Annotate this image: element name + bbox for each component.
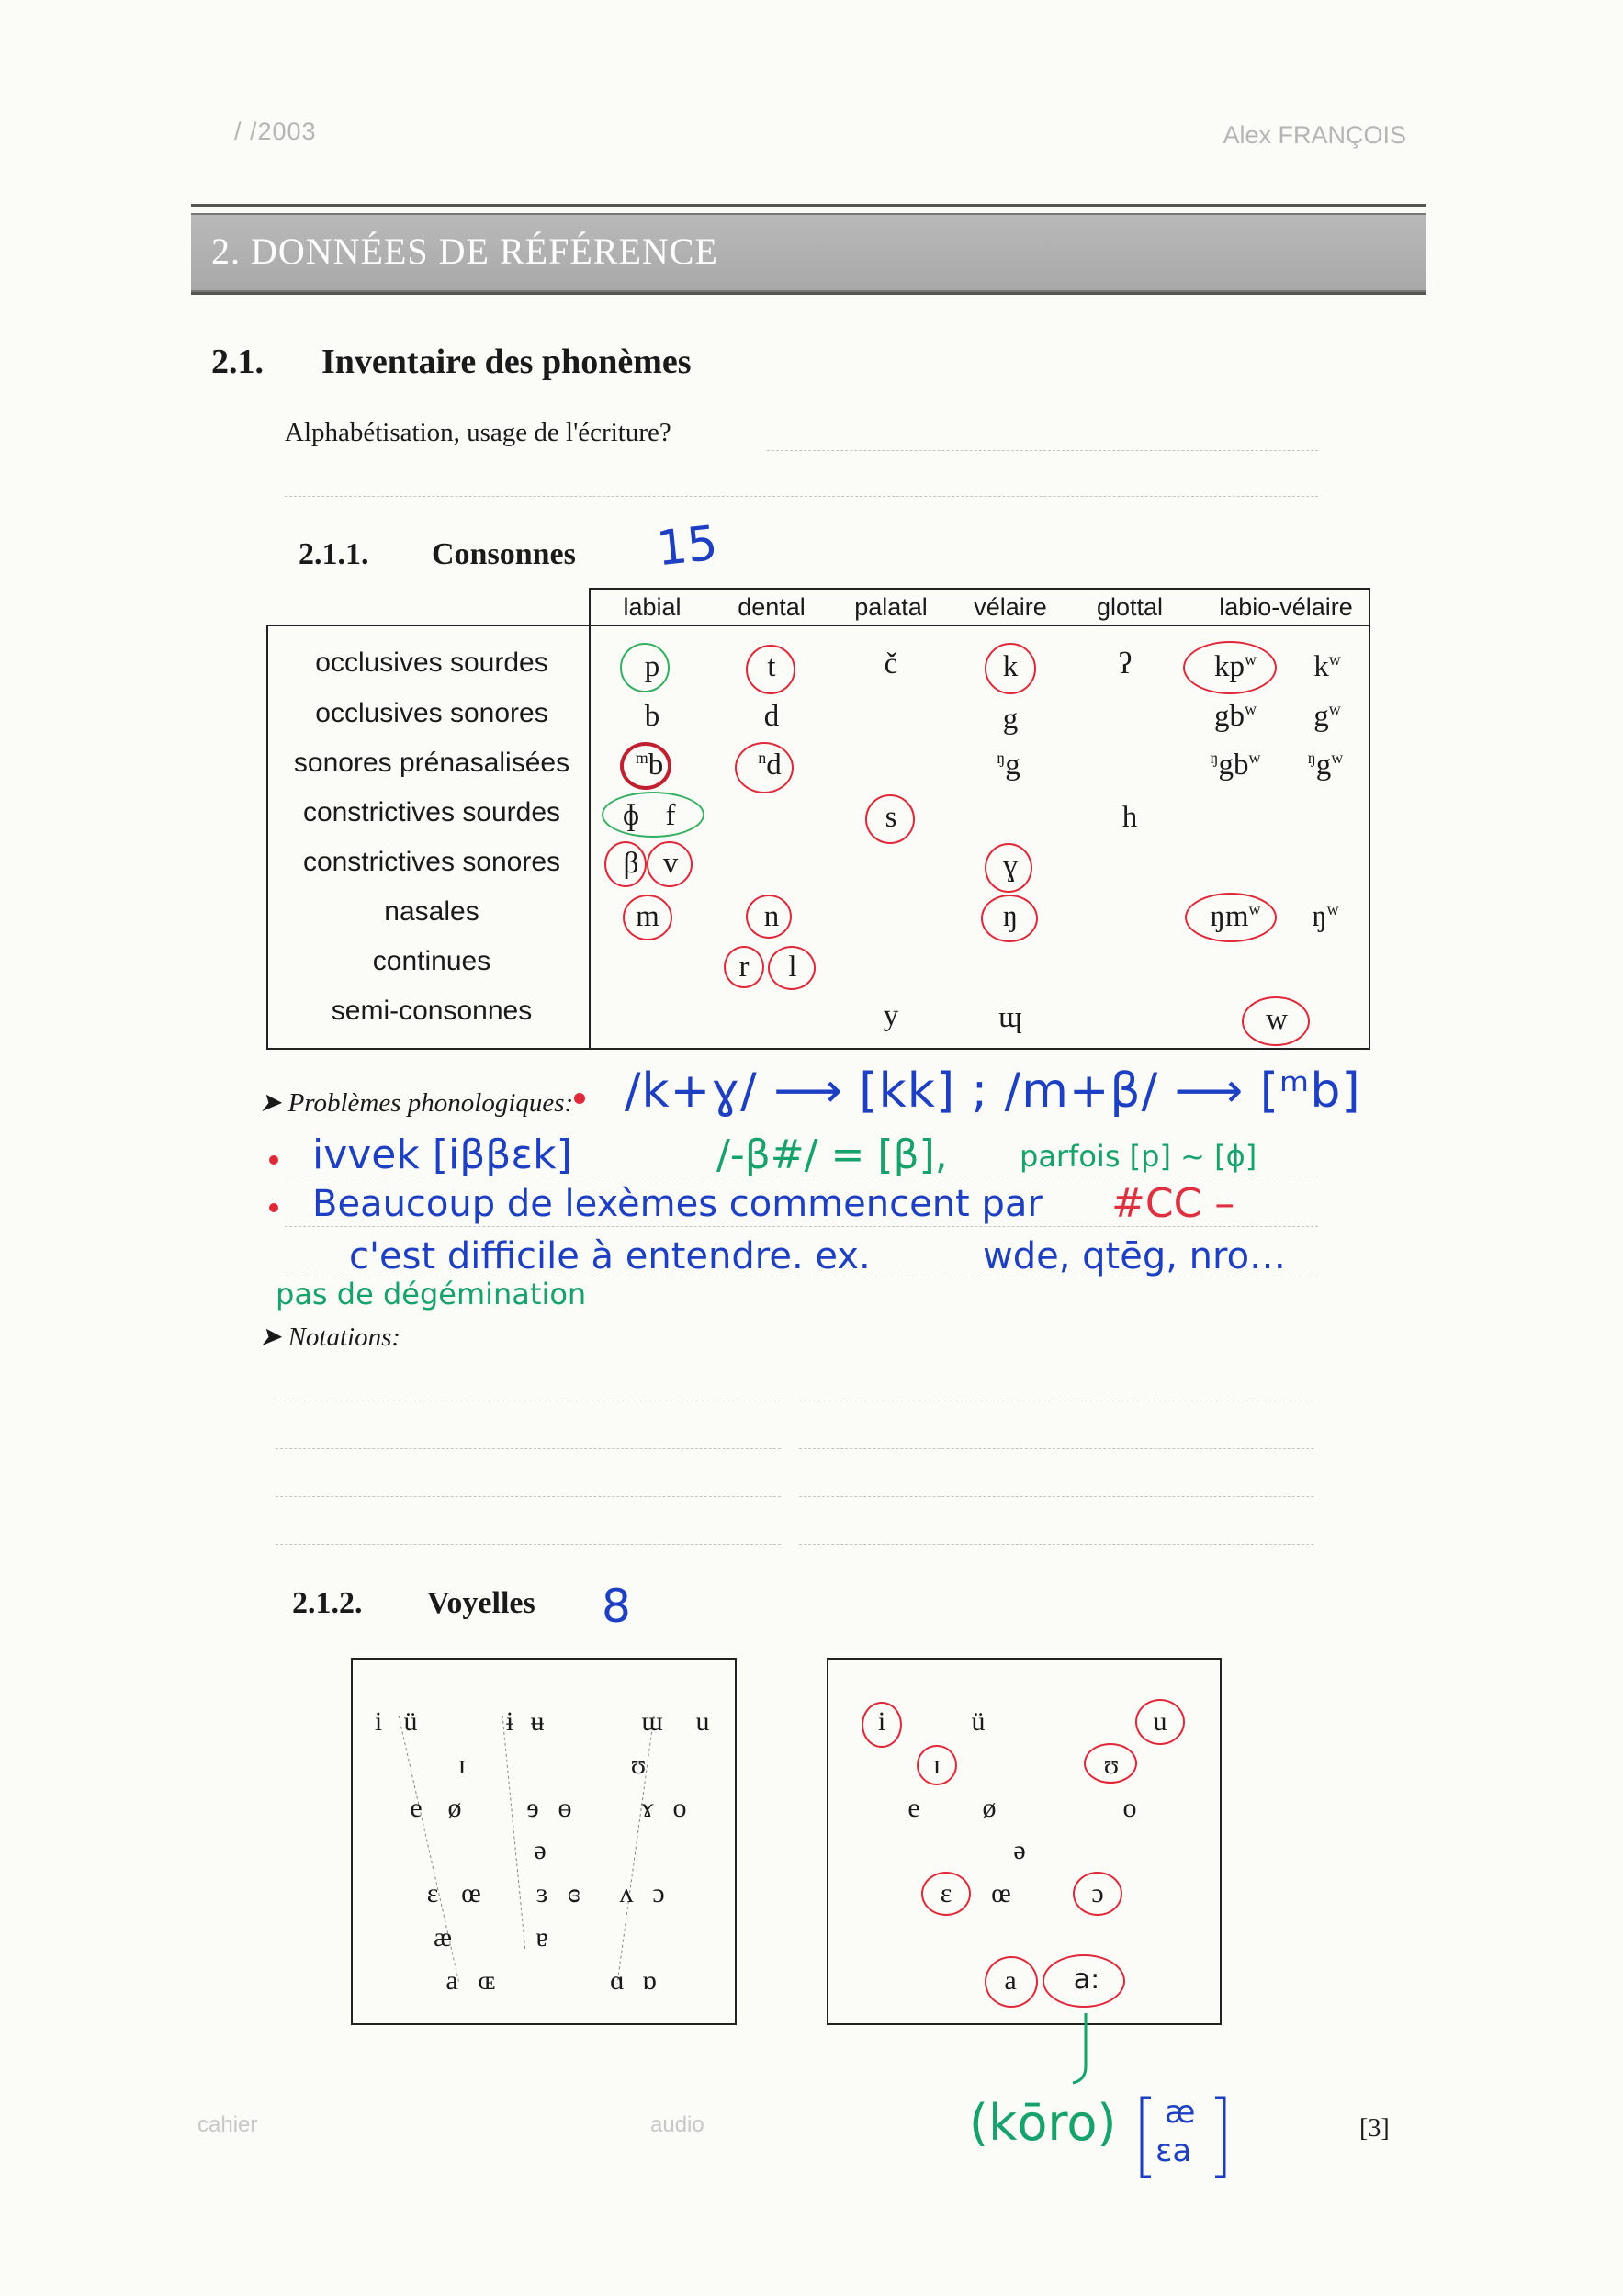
row-occlusives-sourdes: occlusives sourdes	[315, 647, 548, 678]
mark-circle	[1185, 893, 1277, 942]
phoneme-r: r	[738, 951, 750, 984]
vowel-count-note: 8	[602, 1580, 631, 1633]
vowel-turned-a: ɐ	[535, 1922, 548, 1953]
vowel-rams-horn: ɤ	[641, 1793, 654, 1823]
mark-circle	[620, 643, 670, 692]
vowel-script-a: ɑ	[610, 1965, 625, 1996]
phoneme-ng: $^ŋ$g	[997, 748, 1020, 782]
phoneme-phi: ɸ	[622, 799, 640, 832]
vowel-open-o: ɔ	[1091, 1878, 1104, 1908]
mark-circle	[746, 645, 795, 694]
problems-note-4a: c'est difficile à entendre. ex.	[349, 1235, 871, 1277]
mark-circle	[1043, 1954, 1125, 2008]
consonant-count-note: 15	[654, 515, 721, 578]
mark-circle	[985, 843, 1032, 893]
vowel-oe: œ	[991, 1878, 1011, 1908]
vowel-i: i	[877, 1706, 886, 1737]
vowel-schwa: ə	[534, 1835, 547, 1865]
phoneme-ngmw: $ŋm^w$	[1210, 900, 1261, 933]
footer-cahier: cahier	[197, 2112, 258, 2137]
col-dental: dental	[738, 593, 806, 621]
section-title: 2. DONNÉES DE RÉFÉRENCE	[211, 231, 718, 272]
vowel-schwa: ə	[1013, 1835, 1026, 1865]
vowel-upsilon: ʊ	[1103, 1750, 1120, 1780]
vowel-epsilon: ɛ	[426, 1878, 439, 1908]
row-sonores-prenasalisees: sonores prénasalisées	[293, 748, 570, 778]
vowel-unrounded-u: ɯ	[641, 1706, 663, 1737]
notation-line	[799, 1496, 1313, 1497]
row-semi-consonnes: semi-consonnes	[331, 996, 533, 1026]
phoneme-t: t	[767, 650, 776, 683]
annotation-connector	[1056, 2011, 1111, 2094]
problems-label: ➤ Problèmes phonologiques:	[259, 1088, 574, 1118]
header-date: / /2003	[234, 118, 317, 145]
vowel-o-slash: ø	[982, 1793, 997, 1823]
mark-circle	[865, 794, 915, 844]
mark-circle	[768, 946, 816, 990]
vowel-o-slash: ø	[447, 1793, 462, 1823]
mark-circle	[647, 841, 693, 887]
vowel-caret: ʌ	[619, 1878, 634, 1908]
col-glottal: glottal	[1096, 593, 1164, 621]
mark-circle	[1242, 996, 1310, 1046]
header-author: Alex FRANÇOIS	[1223, 121, 1406, 149]
phoneme-p: p	[644, 650, 660, 683]
col-velaire: vélaire	[974, 593, 1047, 621]
section-rule-bottom	[191, 292, 1426, 295]
mark-circle	[623, 895, 672, 940]
phoneme-w: w	[1266, 1003, 1288, 1036]
vowel-e: e	[410, 1793, 423, 1823]
phoneme-eng: ŋ	[1002, 900, 1019, 933]
phoneme-v: v	[662, 847, 679, 880]
phoneme-turned-h: ɰ	[998, 1001, 1022, 1034]
phoneme-beta: β	[623, 847, 639, 880]
vowel-i: i	[374, 1706, 383, 1737]
page-number: [3]	[1359, 2114, 1390, 2143]
phoneme-gbw: $gb^w$	[1214, 700, 1257, 733]
footer-audio: audio	[650, 2112, 704, 2137]
vowel-a: a	[1004, 1965, 1017, 1996]
vowel-small-cap-i: ɪ	[932, 1750, 941, 1780]
annotation-ea: ɛa	[1155, 2133, 1192, 2169]
answer-line-1	[767, 450, 1318, 451]
phoneme-mb: $^m$b	[635, 748, 664, 782]
problems-note-2a: ivvek [iββɛk]	[312, 1131, 572, 1178]
problems-note-5: pas de dégémination	[276, 1277, 587, 1311]
sub21-title: Inventaire des phonèmes	[321, 343, 692, 381]
vowel-turned-script-a: ɒ	[642, 1965, 657, 1996]
phoneme-k: k	[1002, 650, 1019, 683]
vowel-ae: æ	[433, 1922, 452, 1953]
mark-circle	[1084, 1743, 1137, 1784]
phoneme-kpw: $kp^w$	[1214, 650, 1257, 683]
mark-circle	[1183, 641, 1277, 694]
mark-circle	[985, 1956, 1038, 2008]
mark-circle	[985, 643, 1036, 694]
mark-circle	[921, 1872, 971, 1916]
vowel-small-cap-i: ɪ	[457, 1750, 467, 1780]
vowel-upsilon: ʊ	[630, 1750, 647, 1780]
vowel-small-cap-oe: ɶ	[478, 1965, 496, 1996]
notation-line	[276, 1496, 781, 1497]
vowel-open-o: ɔ	[652, 1878, 665, 1908]
sub212-title: Voyelles	[427, 1586, 535, 1620]
phoneme-m: m	[636, 900, 659, 933]
phoneme-gw: $g^w$	[1313, 700, 1341, 733]
vowel-u: u	[1153, 1706, 1167, 1737]
answer-line-2	[285, 496, 1318, 497]
mark-circle	[1135, 1699, 1185, 1745]
phoneme-f: f	[665, 799, 676, 832]
red-bullet-icon	[269, 1155, 278, 1165]
phoneme-s: s	[885, 801, 897, 834]
phoneme-ngbw: $^ŋgb^w$	[1210, 748, 1261, 782]
problems-note-3b: #CC –	[1111, 1180, 1235, 1227]
sub21-number: 2.1.	[211, 343, 264, 381]
vowel-epsilon: ɛ	[940, 1878, 952, 1908]
mark-circle	[981, 895, 1038, 942]
notation-line	[799, 1544, 1313, 1545]
notation-line	[276, 1544, 781, 1545]
problems-note-2c: parfois [p] ~ [ɸ]	[1020, 1139, 1257, 1174]
col-labio-velaire: labio-vélaire	[1219, 593, 1353, 621]
vowel-oe: œ	[461, 1878, 481, 1908]
mark-circle	[1073, 1872, 1122, 1916]
vowel-o: o	[672, 1793, 687, 1823]
phoneme-gamma: ɣ	[1002, 850, 1019, 883]
phoneme-g: g	[1002, 703, 1019, 736]
phoneme-n: n	[763, 900, 780, 933]
section-rule-top	[191, 204, 1426, 207]
mark-circle	[602, 792, 704, 838]
phoneme-d: d	[763, 700, 780, 733]
notation-line	[276, 1448, 781, 1449]
notations-label: ➤ Notations:	[259, 1322, 401, 1352]
mark-circle	[862, 1702, 902, 1748]
vowel-barred-u: ʉ	[530, 1706, 545, 1737]
col-palatal: palatal	[854, 593, 928, 621]
phoneme-l: l	[788, 951, 797, 984]
row-nasales: nasales	[384, 896, 479, 927]
red-bullet-icon	[574, 1093, 585, 1104]
bullet-arrow-icon: ➤	[259, 1088, 288, 1118]
mark-circle	[917, 1745, 957, 1785]
vowel-rev-epsilon: ɜ	[535, 1878, 548, 1908]
vowel-barred-i: ɨ	[505, 1706, 514, 1737]
phoneme-kw: $k^w$	[1313, 650, 1341, 683]
vowel-long-a: a:	[1073, 1964, 1100, 1996]
sub211-title: Consonnes	[432, 537, 576, 571]
phoneme-b: b	[644, 700, 660, 733]
notation-line	[799, 1448, 1313, 1449]
vowel-rev-e: ɘ	[526, 1793, 539, 1823]
row-continues: continues	[372, 946, 491, 976]
mark-circle	[620, 742, 671, 790]
red-bullet-icon	[269, 1203, 278, 1212]
phoneme-ngw: $^ŋg^w$	[1307, 748, 1344, 782]
sub212-number: 2.1.2.	[292, 1586, 363, 1620]
vowel-closed-rev-epsilon: ɞ	[568, 1878, 580, 1908]
vowel-u: u	[695, 1706, 710, 1737]
mark-circle	[735, 742, 794, 793]
phoneme-glottal-stop: ʔ	[1118, 647, 1133, 681]
problems-note-1: /k+ɣ/ ⟶ [kk] ; /m+β/ ⟶ [ᵐb]	[625, 1064, 1361, 1119]
row-occlusives-sonores: occlusives sonores	[315, 698, 548, 728]
annotation-ae: æ	[1165, 2094, 1196, 2131]
phoneme-h: h	[1121, 801, 1138, 834]
sub211-number: 2.1.1.	[299, 537, 369, 571]
vowel-y: ü	[403, 1706, 418, 1737]
vowel-e: e	[907, 1793, 920, 1823]
mark-circle	[746, 895, 792, 939]
row-constrictives-sonores: constrictives sonores	[302, 847, 561, 877]
annotation-word: (kōro)	[969, 2094, 1117, 2152]
col-labial: labial	[623, 593, 682, 621]
problems-note-2b: /-β#/ = [β],	[716, 1131, 948, 1178]
phoneme-c-caron: č	[884, 647, 898, 681]
phoneme-nd: $^n$d	[758, 748, 782, 782]
problems-note-4b: wde, qtēg, nro…	[983, 1235, 1287, 1277]
problems-note-3a: Beaucoup de lexèmes commencent par	[312, 1183, 1043, 1225]
vowel-barred-o: ɵ	[558, 1793, 572, 1823]
bullet-arrow-icon: ➤	[259, 1322, 288, 1352]
vowel-a: a	[445, 1965, 458, 1996]
vowel-o: o	[1122, 1793, 1137, 1823]
phoneme-y: y	[883, 999, 899, 1032]
sub21-question: Alphabétisation, usage de l'écriture?	[285, 418, 671, 447]
phoneme-ngw2: $ŋ^w$	[1312, 900, 1339, 933]
vowel-y: ü	[971, 1706, 986, 1737]
row-constrictives-sourdes: constrictives sourdes	[302, 797, 561, 827]
